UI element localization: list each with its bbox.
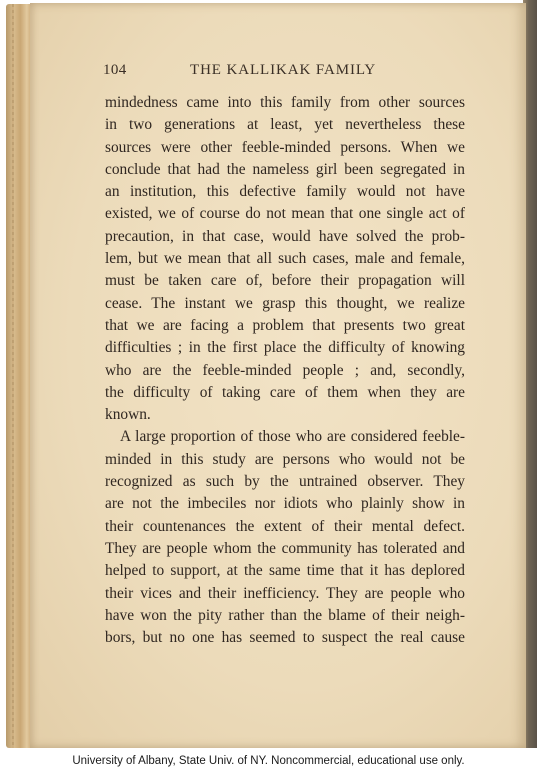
page-number: 104 (103, 62, 127, 78)
text-line: their vices and their inefficiency. They are people who (105, 584, 465, 602)
text-line: an institution, this defective family would not have (105, 183, 465, 201)
text-line: precaution, in that case, would have solved the prob- (105, 227, 465, 245)
running-head (103, 62, 463, 84)
text-line: known. (105, 406, 151, 424)
text-line: They are people whom the community has tolerated and (105, 539, 465, 557)
text-line: that we are facing a problem that presents two great (105, 316, 465, 334)
text-line: are not the imbeciles nor idiots who plainly show in (105, 495, 465, 513)
running-title: THE KALLIKAK FAMILY (190, 62, 377, 78)
text-line: recognized as such by the untrained observer. They (105, 473, 465, 491)
text-line: helped to support, at the same time that it has deplored (105, 562, 465, 580)
paragraph-2 (105, 426, 465, 649)
text-line: mindedness came into this family from other sources (105, 94, 465, 111)
text-line: in two generations at least, yet nevertheless these (105, 116, 465, 134)
body-text (105, 92, 465, 649)
text-line: their countenances the extent of their mental defect. (105, 517, 465, 535)
text-line: existed, we of course do not mean that one single act of (105, 205, 465, 223)
text-line: minded in this study are persons who would not be (105, 450, 465, 468)
text-line: the difficulty of taking care of them when they are (105, 383, 465, 401)
text-line: A large proportion of those who are considered feeble- (120, 428, 465, 446)
text-line: have won the pity rather than the blame of their neigh- (105, 606, 465, 624)
text-line: bors, but no one has seemed to suspect the real cause (105, 629, 465, 647)
text-line: conclude that had the nameless girl been segregated in (105, 160, 465, 178)
text-line: lem, but we mean that all such cases, male and female, (105, 250, 465, 268)
text-line: difficulties ; in the first place the difficulty of knowing (105, 339, 465, 357)
text-line: who are the feeble-minded people ; and, secondly, (105, 361, 465, 379)
paragraph-1 (105, 92, 465, 426)
book-page-edges (6, 4, 32, 748)
text-line: sources were other feeble-minded persons. When we (105, 138, 465, 156)
text-line: cease. The instant we grasp this thought, we realize (105, 294, 465, 312)
attribution-footer: University of Albany, State Univ. of NY. Noncommercial, educational use only. (72, 755, 465, 767)
text-line: must be taken care of, before their propagation will (105, 272, 465, 290)
